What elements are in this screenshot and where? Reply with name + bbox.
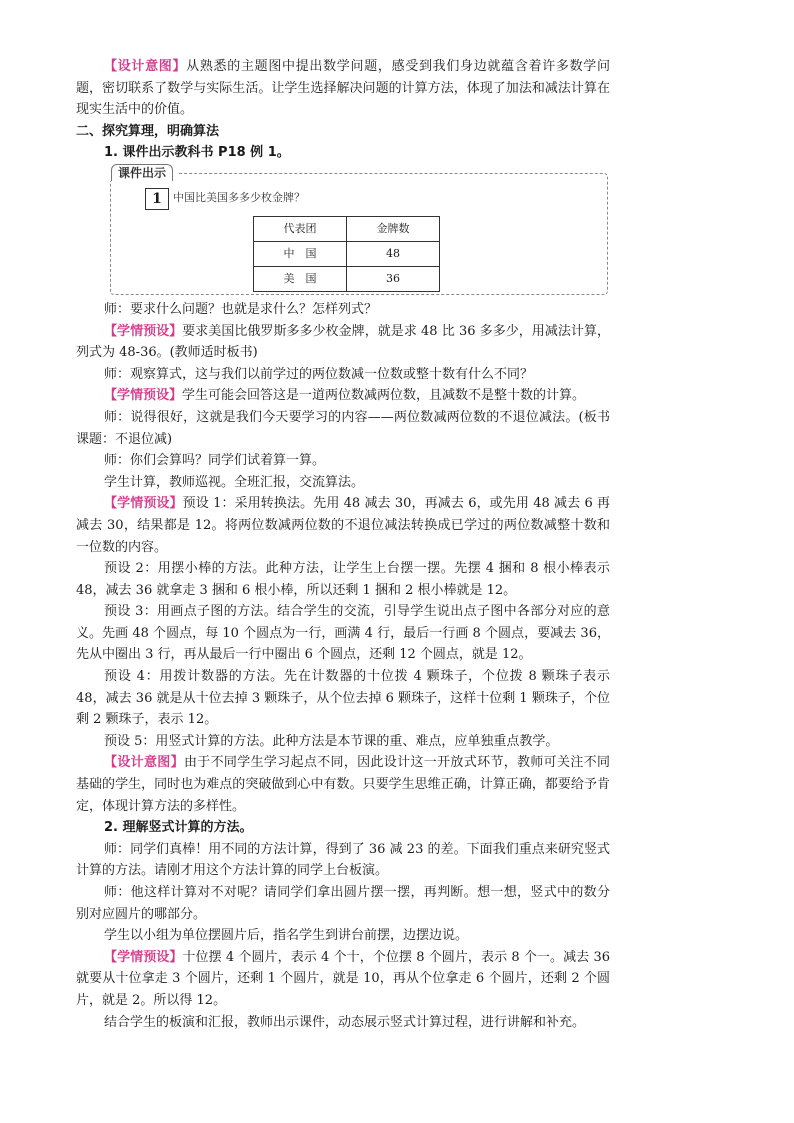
column-header: 金牌数 — [347, 216, 440, 241]
design-intent-paragraph — [76, 752, 610, 817]
design-intent-tag: 【设计意图】 — [104, 755, 184, 771]
medals-cell: 48 — [347, 241, 440, 266]
preset-tag: 【学情预设】 — [104, 496, 183, 512]
preset-paragraph: 预设 5：用竖式计算的方法。此种方法是本节课的重、难点，应单独重点教学。 — [104, 733, 559, 749]
student-preset-paragraph — [76, 493, 610, 558]
example-question: 中国比美国多多少枚金牌？ — [173, 190, 305, 204]
preset-paragraph: 预设 3：用画点子图的方法。结合学生的交流，引导学生说出点子图中各部分对应的意义。先画 48 个圆点，每 10 个圆点为一行，画满 4 行，最后一行画 8 个圆点，要减去 36，先从中圈出 3 行，再从最后一行中圈出 6 个圆点，还剩 12 个圆点，就是 12。 — [76, 604, 610, 663]
student-preset-paragraph — [76, 947, 610, 1012]
activity-line: 结合学生的板演和汇报，教师出示课件，动态展示竖式计算过程，进行讲解和补充。 — [104, 1014, 586, 1030]
design-intent-paragraph — [76, 56, 610, 121]
teacher-line: 师：要求什么问题？也就是求什么？怎样列式？ — [104, 301, 378, 317]
teacher-line: 师：观察算式，这与我们以前学过的两位数减一位数或整十数有什么不同？ — [104, 366, 534, 382]
subsection-heading: 2. 理解竖式计算的方法。 — [104, 820, 253, 836]
courseware-tab: 课件出示 — [107, 164, 177, 181]
medals-cell: 36 — [347, 266, 440, 291]
teacher-line: 师：他这样计算对不对呢？请同学们拿出圆片摆一摆，再判断。想一想，竖式中的数分别对应圆片的哪部分。 — [76, 885, 610, 922]
preset-paragraph: 预设 2：用摆小棒的方法。此种方法，让学生上台摆一摆。先摆 4 捆和 8 根小棒表示 48，减去 36 就拿走 3 捆和 6 根小棒，所以还剩 1 捆和 2 根小棒就是 12。 — [76, 561, 610, 598]
team-cell: 中 国 — [254, 241, 347, 266]
subsection-heading: 1. 课件出示教科书 P18 例 1。 — [104, 145, 290, 161]
document-page — [76, 56, 610, 1033]
preset-tag: 【学情预设】 — [104, 949, 183, 965]
paragraph-text: 要求美国比俄罗斯多多少枚金牌，就是求 48 比 36 多多少，用减法计算，列式为 48-36。(教师适时板书) — [76, 323, 610, 361]
medal-table — [253, 216, 440, 292]
paragraph-text: 由于不同学生学习起点不同，因此设计这一开放式环节，教师可关注不同基础的学生，同时也为难点的突破做到心中有数。只要学生思维正确，计算正确，都要给予肯定，体现计算方法的多样性。 — [76, 755, 610, 814]
section-heading: 二、探究算理，明确算法 — [76, 123, 220, 139]
team-cell: 美 国 — [254, 266, 347, 291]
preset-tag: 【学情预设】 — [104, 388, 183, 404]
design-intent-tag: 【设计意图】 — [104, 59, 187, 74]
teacher-line: 师：说得很好，这就是我们今天要学习的内容——两位数减两位数的不退位减法。(板书课题：不退位减) — [76, 409, 610, 447]
activity-line: 学生计算，教师巡视。全班汇报，交流算法。 — [104, 474, 365, 490]
column-header: 代表团 — [254, 216, 347, 241]
paragraph-text: 学生可能会回答这是一道两位数减两位数，且减数不是整十数的计算。 — [182, 388, 586, 404]
example-number: 1 — [145, 188, 169, 210]
table-header-row — [254, 216, 440, 241]
paragraph-text: 从熟悉的主题图中提出数学问题，感受到我们身边就蕴含着许多数学问题，密切联系了数学与实际生活。让学生选择解决问题的计算方法，体现了加法和减法计算在现实生活中的价值。 — [76, 59, 610, 118]
activity-line: 学生以小组为单位摆圆片后，指名学生到讲台前摆，边摆边说。 — [104, 928, 469, 944]
paragraph-text: 预设 1：采用转换法。先用 48 减去 30，再减去 6，或先用 48 减去 6 再减去 30，结果都是 12。将两位数减两位数的不退位减法转换成已学过的两位数减整十数和一位数的内容。 — [76, 496, 610, 555]
teacher-line: 师：同学们真棒！用不同的方法计算，得到了 36 减 23 的差。下面我们重点来研究竖式计算的方法。请刚才用这个方法计算的同学上台板演。 — [76, 841, 610, 879]
teacher-line: 师：你们会算吗？同学们试着算一算。 — [104, 453, 326, 469]
preset-tag: 【学情预设】 — [104, 323, 183, 339]
courseware-box — [110, 165, 608, 295]
table-row — [254, 266, 440, 291]
student-preset-paragraph — [76, 321, 610, 364]
student-preset-paragraph — [76, 385, 610, 407]
preset-paragraph: 预设 4：用拨计数器的方法。先在计数器的十位拨 4 颗珠子，个位拨 8 颗珠子表示 48，减去 36 就是从十位去掉 3 颗珠子，从个位去掉 6 颗珠子，这样十位剩 1 颗珠子，个位剩 2 颗珠子，表示 12。 — [76, 669, 610, 728]
table-row — [254, 241, 440, 266]
paragraph-text: 十位摆 4 个圆片，表示 4 个十，个位摆 8 个圆片，表示 8 个一。减去 36 就要从十位拿走 3 个圆片，还剩 1 个圆片，就是 10，再从个位拿走 6 个圆片，还剩 2 个圆片，就是 2。所以得 12。 — [76, 949, 610, 1008]
